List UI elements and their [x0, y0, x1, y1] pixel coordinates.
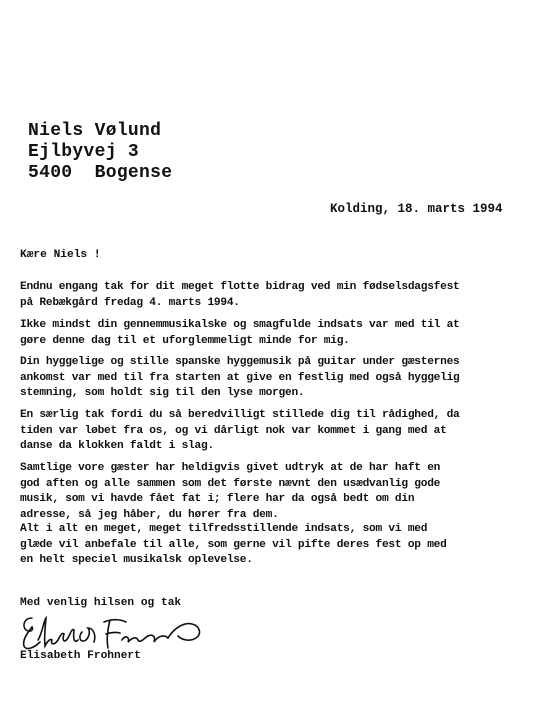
paragraph-6: Alt i alt en meget, meget tilfredsstillende indsats, som vi med glæde vil anbefale til alle, som gerne vil pifte deres fest op med en helt speciel musikalsk oplevelse. — [20, 523, 447, 566]
paragraph-1: Endnu engang tak for dit meget flotte bidrag ved min fødselsdagsfest på Rebækgård fredag 4. marts 1994. — [20, 281, 460, 309]
signer-name: Elisabeth Frohnert — [20, 650, 141, 662]
paragraph-5: Samtlige vore gæster har heldigvis givet udtryk at de har haft en god aften og alle sammen som det første nævnt den usædvanlig gode musik, som vi havde fået fat i; flere har da også bedt om din adresse, så jeg håber, du hører fra dem. — [20, 462, 441, 521]
recipient-city: 5400 Bogense — [28, 163, 173, 183]
paragraph-4: En særlig tak fordi du så beredvilligt stillede dig til rådighed, da tiden var løbet fra os, og vi dårligt nok var kommet i gang med at danse da klokken faldt i slag. — [20, 409, 460, 452]
salutation: Kære Niels ! — [20, 249, 101, 261]
closing-line: Med venlig hilsen og tak — [20, 597, 182, 609]
paragraph-2: Ikke mindst din gennemmusikalske og smagfulde indsats var med til at gøre denne dag til et uforglemmeligt minde for mig. — [20, 319, 460, 347]
recipient-name: Niels Vølund — [28, 121, 162, 141]
paragraph-3: Din hyggelige og stille spanske hyggemusik på guitar under gæsternes ankomst var med til fra starten at give en festlig med også hyggelig stemning, som holdt sig til den lyse morgen. — [20, 356, 460, 399]
recipient-address — [28, 121, 172, 184]
recipient-street: Ejlbyvej 3 — [28, 142, 140, 162]
letter-date: Kolding, 18. marts 1994 — [330, 202, 503, 216]
